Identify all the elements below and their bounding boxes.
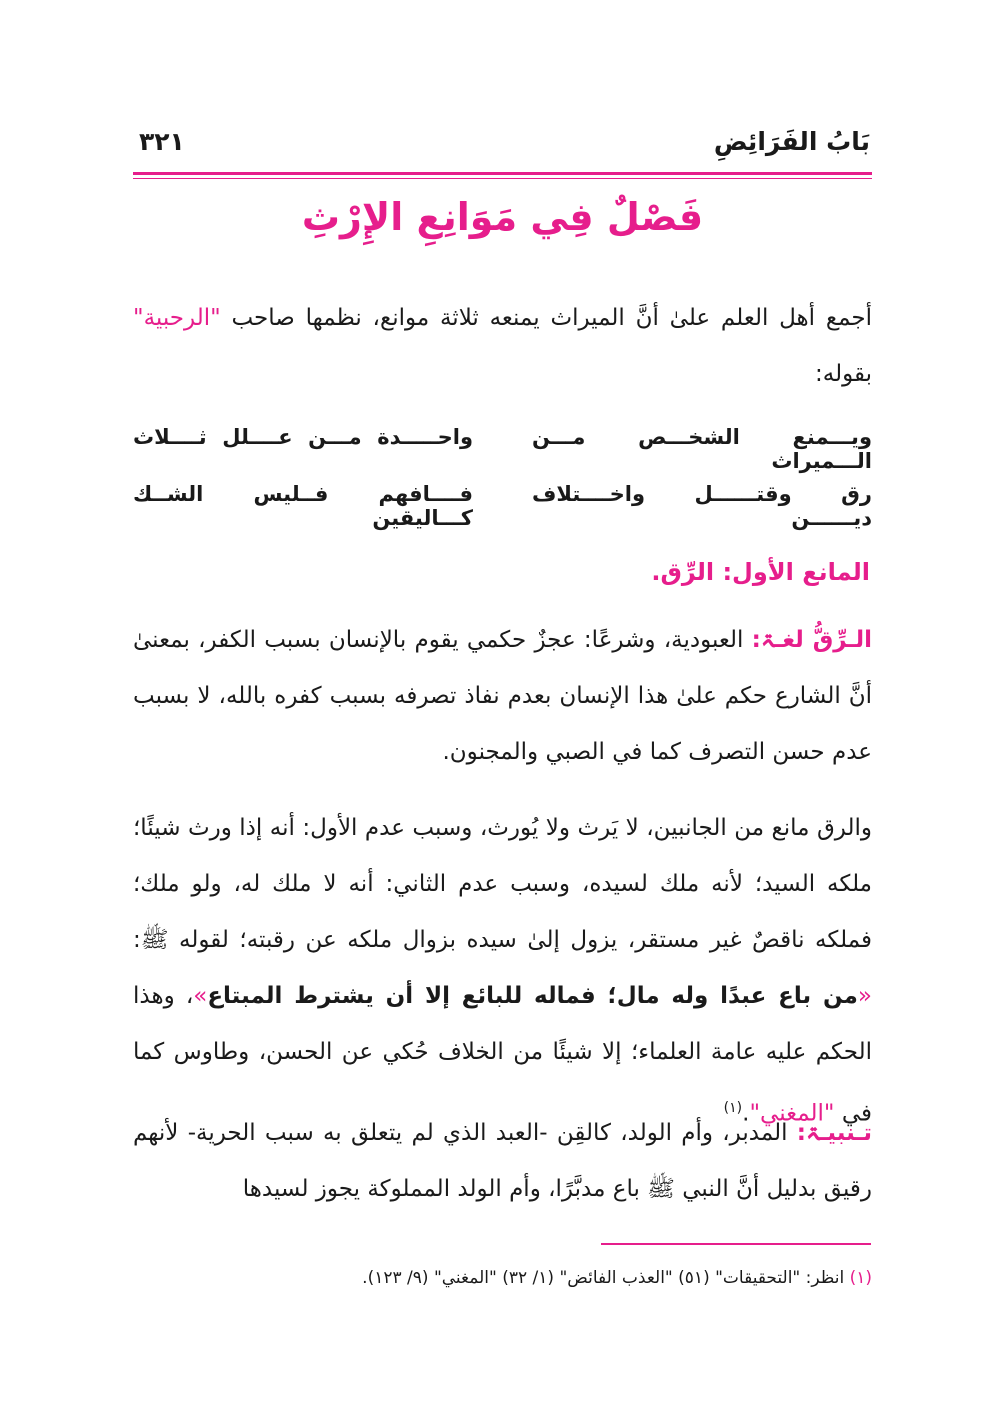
hadith-open-mark: « <box>857 983 872 1009</box>
verse-2-right-hemistich: رق وقتــــــل واخــــتلاف ديــــــن <box>532 482 872 530</box>
note-text: المدبر، وأم الولد، كالقِن -العبد الذي لم يتعلق به سبب الحرية- لأنهم رقيق بدليل أنَّ النبي ﷺ باع مدبَّرًا، وأم الولد المملوكة يجوز لسيدها <box>133 1120 872 1202</box>
page-number: ٣٢١ <box>139 127 185 156</box>
verse-1-right-hemistich: ويـــمنع الشخـــص مـــن الـــميراث <box>532 425 872 473</box>
intro-text-2: بقوله: <box>814 361 872 387</box>
section-title: فَصْلٌ فِي مَوَانِعِ الإِرْثِ <box>301 195 704 239</box>
definition-text: العبودية، وشرعًا: عجزٌ حكمي يقوم بالإنسان بسبب الكفر، بمعنىٰ أنَّ الشارع حكم علىٰ هذا الإنسان بعدم نفاذ تصرفه بسبب كفره بالله، لا بسبب عدم حسن التصرف كما في الصبي والمجنون. <box>133 627 872 765</box>
first-impediment-heading: المانع الأول: الرِّق. <box>651 558 870 586</box>
hadith-close-mark: » <box>193 983 208 1009</box>
ruling-text-3: . <box>742 1100 750 1127</box>
ruling-text-2: ، وهذا الحكم عليه عامة العلماء؛ إلا شيئًا من الخلاف حُكي عن الحسن، وطاوس كما في <box>133 983 872 1127</box>
note-lead: تـنبيـۃ: <box>796 1120 872 1146</box>
verse-line-2 <box>133 482 872 530</box>
intro-paragraph <box>133 290 872 402</box>
verse-line-1 <box>133 425 872 473</box>
header-rule <box>133 172 872 175</box>
ruling-text: والرق مانع من الجانبين، لا يَرث ولا يُورث، وسبب عدم الأول: أنه إذا ورث شيئًا؛ ملكه السيد؛ لأنه ملك لسيده، وسبب عدم الثاني: أنه لا ملك له، ولو ملك؛ فملكه ناقصٌ غير مستقر، يزول إلىٰ سيده بزوال ملكه عن رقبته؛ لقوله ﷺ: <box>133 815 872 953</box>
verse-2-left-hemistich: فــــافهم فــليس الشــك كـــاليقين <box>133 482 473 530</box>
verse-1-left-hemistich: واحـــــدة مـــن عــــلل ثــــلاث <box>133 425 473 449</box>
note-paragraph <box>133 1105 872 1217</box>
footnote-number: (١) <box>849 1268 872 1288</box>
definition-lead: الـرِّقُّ لغـۃ: <box>751 627 872 653</box>
footnote-text: انظر: "التحقيقات" (٥١) "العذب الفائض" (١/ ٣٢) "المغني" (٩/ ١٢٣). <box>362 1268 850 1288</box>
hadith-text: من باع عبدًا وله مال؛ فماله للبائع إلا أن يشترط المبتاع <box>207 983 858 1009</box>
footnote-marker: (١) <box>723 1100 743 1116</box>
running-header-chapter: بَابُ الفَرَائِضِ <box>713 127 870 156</box>
footnote-rule <box>601 1243 871 1245</box>
ruling-paragraph <box>133 800 872 1142</box>
definition-paragraph <box>133 612 872 780</box>
source-reference: "المغني" <box>749 1100 835 1127</box>
intro-quote: "الرحبية" <box>133 305 221 331</box>
intro-text: أجمع أهل العلم علىٰ أنَّ الميراث يمنعه ثلاثة موانع، نظمها صاحب <box>220 305 872 331</box>
footnote <box>133 1268 872 1288</box>
header-rule-thin <box>133 178 872 179</box>
